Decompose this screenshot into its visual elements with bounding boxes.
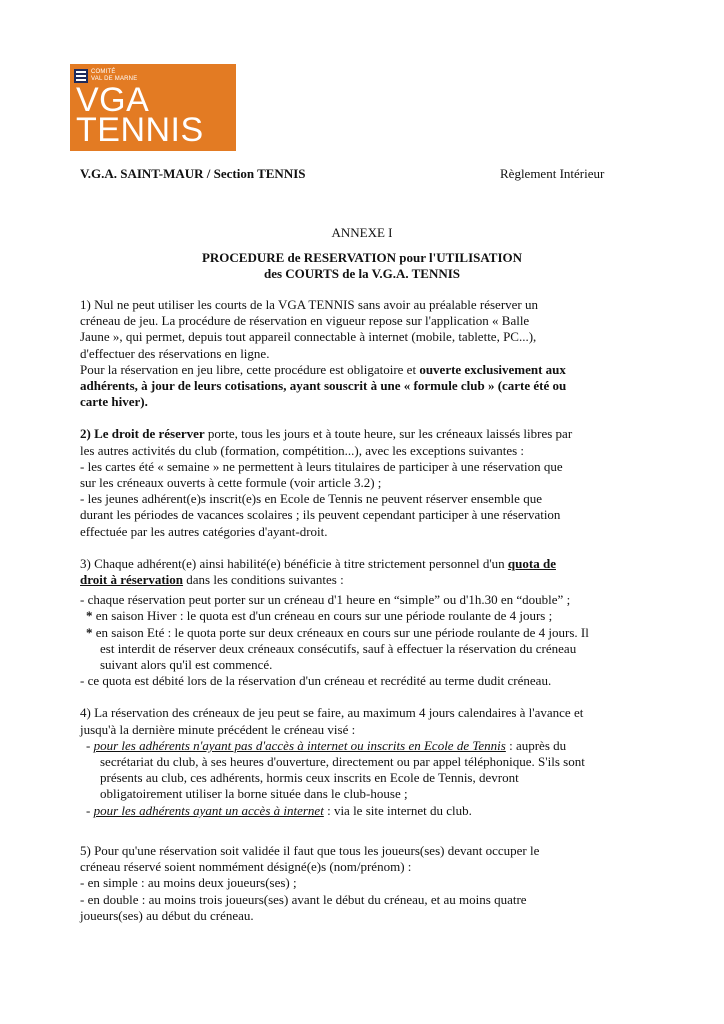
paragraph-line: 1) Nul ne peut utiliser les courts de la VGA TENNIS sans avoir au préalable réserver un: [80, 297, 539, 312]
vga-tennis-logo: [70, 64, 236, 151]
paragraph-line: créneau de jeu. La procédure de réservation en vigueur repose sur l'application « Balle: [80, 313, 530, 329]
paragraph-line: - pour les adhérents ayant un accès à internet : via le site internet du club.: [86, 802, 472, 818]
paragraph-line: - ce quota est débité lors de la réservation d'un créneau et recrédité au terme dudit créneau.: [80, 673, 552, 689]
paragraph-line: secrétariat du club, à ses heures d'ouverture, directement ou par appel téléphonique. S'ils sont: [100, 754, 585, 770]
section-3: [80, 556, 670, 690]
paragraph-line: créneau réservé soient nommément désigné(e)s (nom/prénom) :: [80, 859, 412, 875]
section-4: [80, 705, 670, 818]
paragraph-line: joueurs(ses) au début du créneau.: [80, 907, 254, 923]
paragraph-line: - en simple : au moins deux joueurs(ses) ;: [80, 875, 297, 891]
paragraph-line: * en saison Eté : le quota porte sur deux créneaux en cours sur une période roulante de 4 jours. Il: [86, 624, 589, 640]
paragraph-line: 4) La réservation des créneaux de jeu peut se faire, au maximum 4 jours calendaires à l'avance et: [80, 705, 584, 721]
logo-brand-line1: VGA: [76, 81, 150, 119]
paragraph-line: suivant alors qu'il est commencé.: [100, 657, 273, 673]
paragraph-line: présents au club, ces adhérents, hormis ceux inscrits en Ecole de Tennis, devront: [100, 770, 519, 786]
paragraph-line: carte hiver).: [80, 394, 148, 410]
title-line-1: PROCEDURE de RESERVATION pour l'UTILISATION: [201, 250, 523, 265]
paragraph-line: sur les créneaux ouverts à cette formule (voir article 3.2) ;: [80, 475, 382, 491]
paragraph-line: durant les périodes de vacances scolaires ; ils peuvent cependant participer à une réservation: [80, 507, 561, 523]
paragraph-line: - les cartes été « semaine » ne permettent à leurs titulaires de participer à une réservation que: [80, 458, 563, 474]
paragraph-line: les autres activités du club (formation, compétition...), avec les exceptions suivantes :: [80, 442, 525, 458]
paragraph-line: droit à réservation dans les conditions suivantes :: [80, 572, 344, 588]
paragraph-line: - les jeunes adhérent(e)s inscrit(e)s en Ecole de Tennis ne peuvent réserver ensemble que: [80, 491, 542, 507]
logo-brand-line2: TENNIS: [76, 111, 204, 149]
paragraph-line: est interdit de réserver deux créneaux consécutifs, sauf à effectuer la réservation du créneau: [100, 640, 577, 656]
paragraph-line: Pour la réservation en jeu libre, cette procédure est obligatoire et ouverte exclusivement aux: [80, 361, 566, 377]
paragraph-line: - chaque réservation peut porter sur un créneau d'1 heure en “simple” ou d'1h.30 en “double” ;: [80, 592, 571, 608]
title-line-2: des COURTS de la V.G.A. TENNIS: [263, 266, 461, 281]
annex-heading: ANNEXE I: [331, 225, 393, 240]
logo-comite-text: COMITÉ VAL DE MARNE: [91, 69, 138, 82]
paragraph-line: effectuée par les autres catégories d'ayant-droit.: [80, 523, 328, 539]
paragraph-line: jusqu'à la dernière minute précédent le créneau visé :: [80, 721, 356, 737]
paragraph-line: d'effectuer des réservations en ligne.: [80, 345, 270, 361]
section-2: [80, 426, 670, 539]
paragraph-line: 2) Le droit de réserver porte, tous les jours et à toute heure, sur les créneaux laissés libres par: [80, 426, 573, 442]
paragraph-line: obligatoirement utiliser la borne située dans le club-house ;: [100, 786, 408, 802]
header-doc-type: Règlement Intérieur: [500, 166, 605, 181]
document-body: [80, 297, 670, 940]
section-5: [80, 843, 670, 924]
paragraph-line: - pour les adhérents n'ayant pas d'accès à internet ou inscrits en Ecole de Tennis : auprès du: [86, 737, 567, 753]
paragraph-line: * en saison Hiver : le quota est d'un créneau en cours sur une période roulante de 4 jours ;: [86, 608, 553, 624]
bullet-icon: *: [86, 624, 93, 640]
paragraph-line: Jaune », qui permet, depuis tout appareil connectable à internet (mobile, tablette, PC...),: [80, 329, 537, 345]
document-title: [0, 250, 724, 282]
paragraph-line: 3) Chaque adhérent(e) ainsi habilité(e) bénéficie à titre strictement personnel d'un quota de: [80, 555, 556, 571]
paragraph-line: - en double : au moins trois joueurs(ses) avant le début du créneau, et au moins quatre: [80, 891, 527, 907]
header-club-name: V.G.A. SAINT-MAUR / Section TENNIS: [80, 166, 306, 181]
bullet-icon: *: [86, 608, 93, 624]
paragraph-line: adhérents, à jour de leurs cotisations, ayant souscrit à une « formule club » (carte été ou: [80, 378, 567, 394]
section-1: [80, 297, 670, 410]
paragraph-line: 5) Pour qu'une réservation soit validée il faut que tous les joueurs(ses) devant occuper le: [80, 842, 540, 858]
